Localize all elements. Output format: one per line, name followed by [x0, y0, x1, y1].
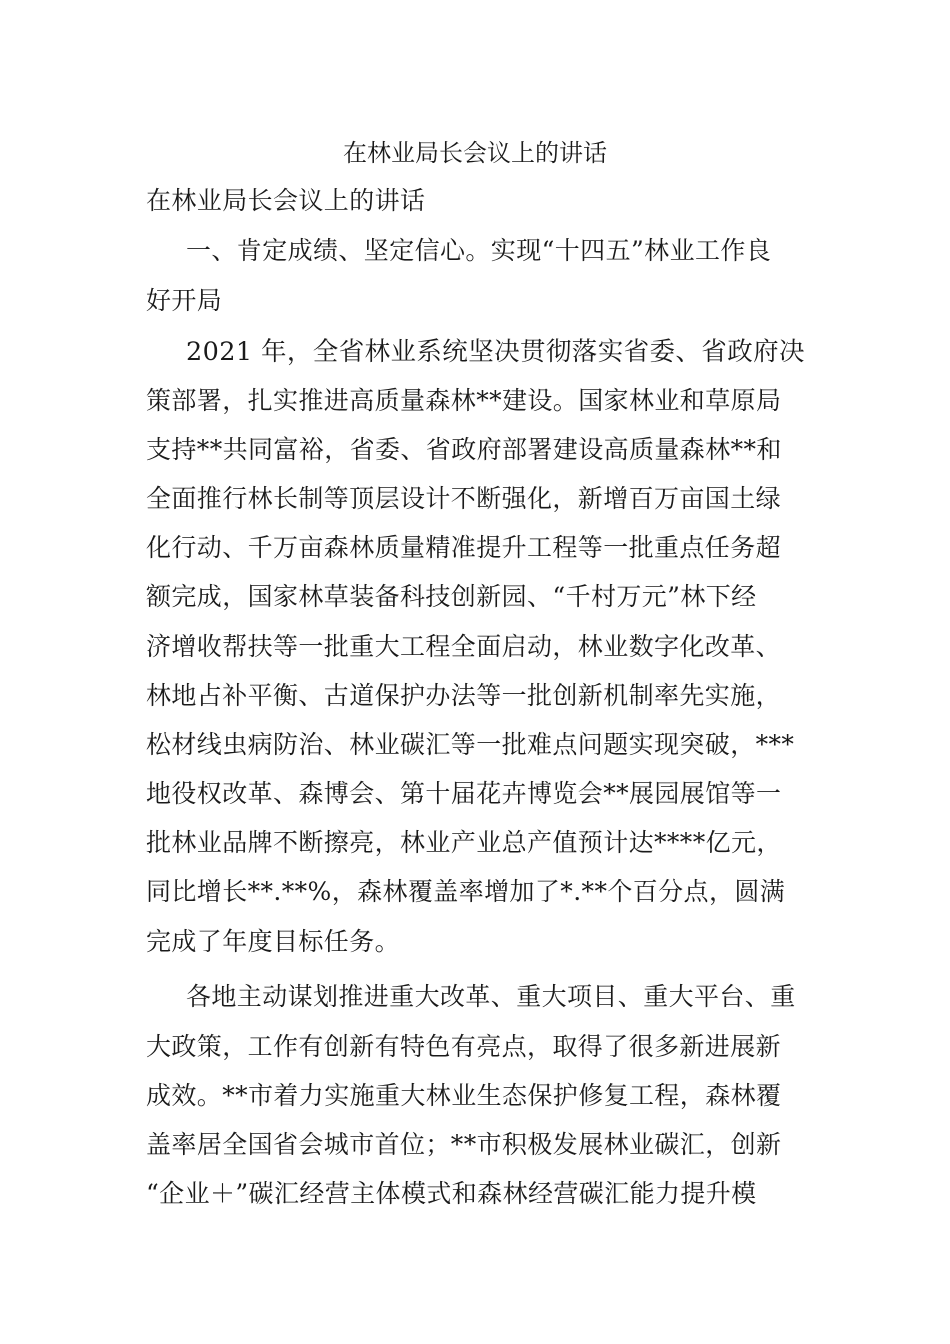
paragraph-line: 2021 年，全省林业系统坚决贯彻落实省委、省政府决: [186, 337, 805, 367]
paragraph-line: 松材线虫病防治、林业碳汇等一批难点问题实现突破，***: [146, 730, 795, 759]
document-subtitle: 在林业局长会议上的讲话: [146, 186, 426, 215]
paragraph-line: 地役权改革、森博会、第十届花卉博览会**展园展馆等一: [146, 779, 782, 808]
paragraph-line: 成效。**市着力实施重大林业生态保护修复工程，森林覆: [146, 1081, 782, 1110]
paragraph-line: 完成了年度目标任务。: [146, 927, 401, 956]
paragraph-line: 策部署，扎实推进高质量森林**建设。国家林业和草原局: [146, 386, 782, 415]
paragraph-line: 济增收帮扶等一批重大工程全面启动，林业数字化改革、: [146, 632, 782, 661]
paragraph-line: 同比增长**.**%，森林覆盖率增加了*.**个百分点，圆满: [146, 877, 786, 906]
paragraph-line: “企业＋”碳汇经营主体模式和森林经营碳汇能力提升模: [146, 1179, 757, 1208]
paragraph-line: 大政策，工作有创新有特色有亮点，取得了很多新进展新: [146, 1032, 782, 1061]
paragraph-line: 盖率居全国省会城市首位；**市积极发展林业碳汇，创新: [146, 1130, 782, 1159]
paragraph-line: 各地主动谋划推进重大改革、重大项目、重大平台、重: [186, 982, 796, 1011]
heading-line: 一、肯定成绩、坚定信心。实现“十四五”林业工作良: [186, 236, 772, 265]
paragraph-line: 额完成，国家林草装备科技创新园、“千村万元”林下经: [146, 582, 757, 611]
paragraph-line: 支持**共同富裕，省委、省政府部署建设高质量森林**和: [146, 435, 782, 464]
paragraph-line: 化行动、千万亩森林质量精准提升工程等一批重点任务超: [146, 533, 782, 562]
document-title: 在林业局长会议上的讲话: [343, 139, 607, 167]
paragraph-line: 林地占补平衡、古道保护办法等一批创新机制率先实施，: [146, 681, 782, 710]
heading-line: 好开局: [146, 286, 223, 315]
paragraph-line: 全面推行林长制等顶层设计不断强化，新增百万亩国土绿: [146, 484, 782, 513]
paragraph-line: 批林业品牌不断擦亮，林业产业总产值预计达****亿元，: [146, 828, 782, 857]
